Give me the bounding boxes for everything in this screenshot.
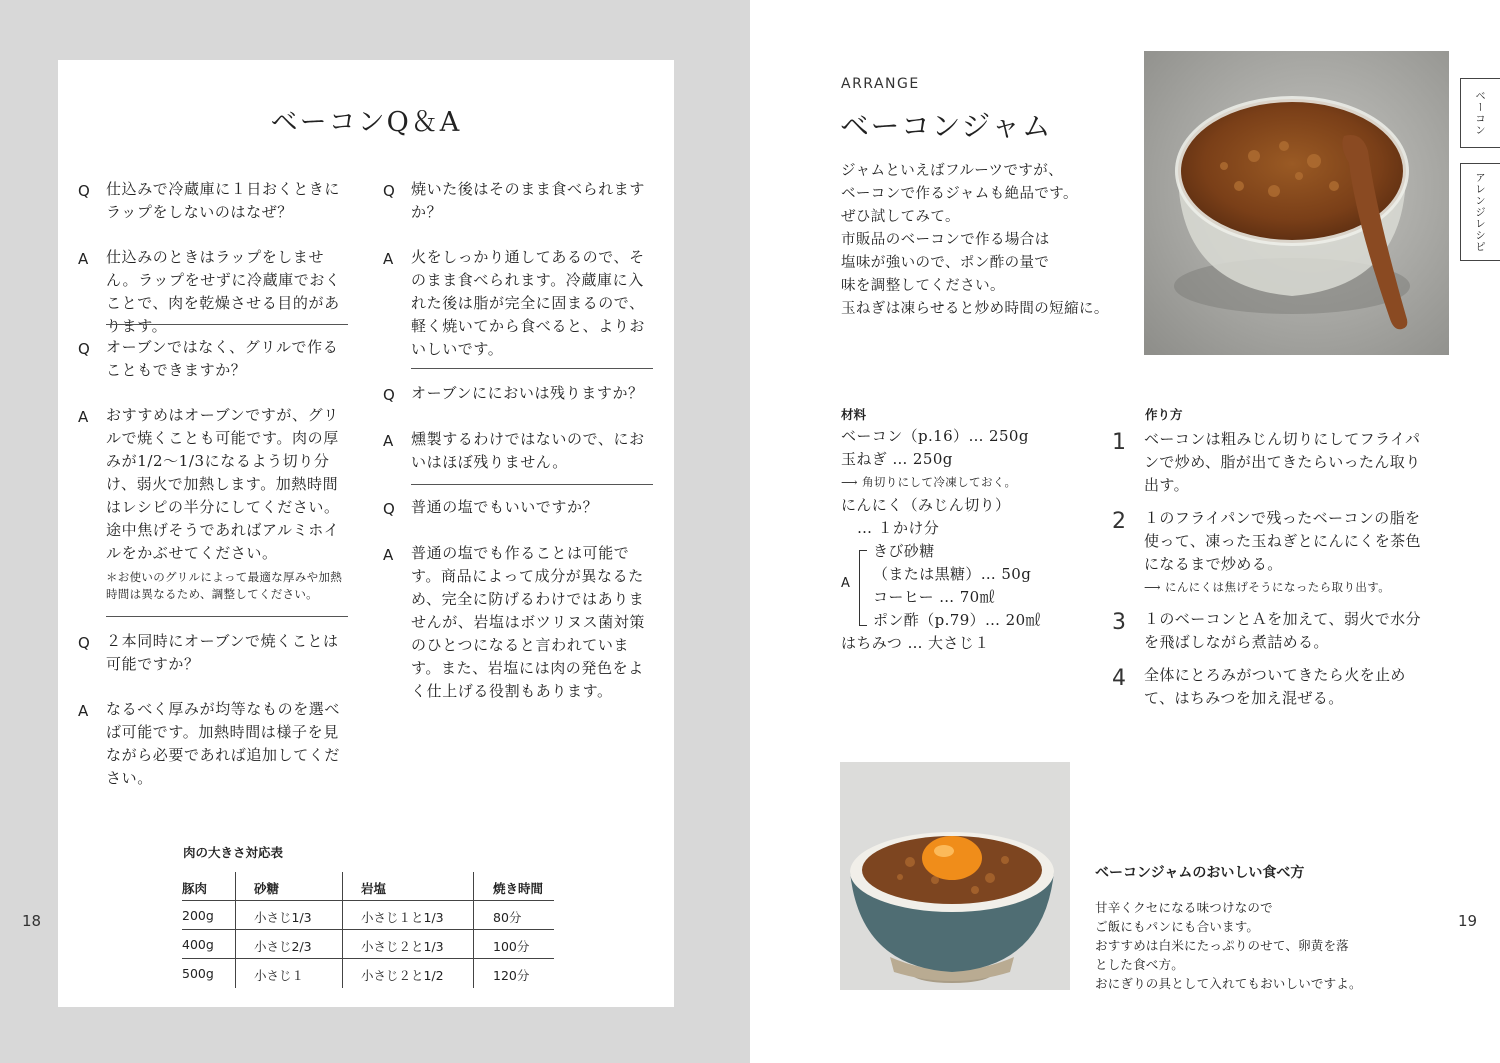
table-row [182, 959, 554, 988]
step-text: １のベーコンとＡを加えて、弱火で水分を飛ばしながら煮詰める。 [1144, 610, 1421, 651]
table-vline [473, 930, 474, 958]
step-number: 2 [1112, 509, 1126, 534]
ingredient: （または黒糖）… 50g [873, 565, 1032, 583]
divider [411, 368, 653, 369]
tip-line: ご飯にもパンにも合います。 [1095, 919, 1260, 934]
table-vline [235, 959, 236, 988]
divider [106, 324, 348, 325]
table-cell: 小さじ1/3 [254, 910, 312, 925]
group-label: A [841, 576, 851, 591]
step-text: ベーコンは粗みじん切りにしてフライパンで炒め、脂が出てきたらいったん取り出す。 [1144, 430, 1421, 494]
tip-title: ベーコンジャムのおいしい食べ方 [1095, 865, 1305, 881]
answer-text [106, 404, 348, 603]
answer-text: 燻製するわけではないので、においはほぼ残りません。 [411, 430, 645, 471]
table-vline [342, 930, 343, 958]
intro-line: 市販品のベーコンで作る場合は [841, 232, 1050, 248]
table-vline [473, 959, 474, 988]
answer-note: ＊お使いのグリルによって最適な厚みや加熱時間は異なるため、調整してください。 [106, 570, 342, 601]
tip-line: とした食べ方。 [1095, 957, 1184, 972]
recipe-title: ベーコンジャム [840, 109, 1053, 143]
table-header: 岩塩 [361, 881, 387, 896]
divider [106, 616, 348, 617]
table-cell: 小さじ２と1/2 [361, 968, 444, 983]
q-marker: Q [78, 634, 91, 652]
a-marker: A [383, 546, 394, 564]
question-text: オーブンににおいは残りますか？ [411, 384, 644, 402]
table-vline [235, 901, 236, 929]
divider [411, 484, 653, 485]
page-number: 19 [1458, 912, 1478, 930]
a-marker: A [383, 250, 394, 268]
table-cell: 120分 [493, 968, 530, 983]
tip-line: 甘辛くクセになる味つけなので [1095, 900, 1273, 915]
ingredients-heading: 材料 [841, 407, 867, 422]
tip-line: おにぎりの具として入れてもおいしいですよ。 [1095, 976, 1362, 991]
table-header: 砂糖 [254, 881, 280, 896]
steps-heading: 作り方 [1145, 407, 1183, 422]
page-title: ベーコンQ＆A [270, 107, 462, 138]
intro-line: ベーコンで作るジャムも絶品です。 [841, 186, 1078, 202]
answer-text: 火をしっかり通してあるので、そのまま食べられます。冷蔵庫に入れた後は脂が完全に固まるので、軽く焼いてから食べると、よりおいしいです。 [411, 248, 646, 358]
q-marker: Q [78, 340, 91, 358]
ingredient: 玉ねぎ … 250g [841, 450, 953, 468]
table-caption: 肉の大きさ対応表 [183, 845, 284, 860]
table-row [182, 901, 554, 930]
intro-line: ぜひ試してみて。 [841, 209, 960, 225]
table-vline [235, 872, 236, 900]
a-marker: A [78, 702, 89, 720]
table-cell: 80分 [493, 910, 522, 925]
answer-body: おすすめはオーブンですが、グリルで焼くことも可能です。肉の厚みが1/2〜1/3になるよう切り分け、弱火で加熱します。加熱時間はレシピの半分にしてください。途中焦げそうであればアルミホイルをかぶせてください。 [106, 406, 340, 562]
ingredient: にんにく（みじん切り） [841, 496, 1011, 514]
bowl-illustration [840, 762, 1070, 990]
table-cell: 小さじ１ [254, 968, 305, 983]
table-vline [473, 872, 474, 900]
ingredient: はちみつ … 大さじ１ [841, 634, 990, 652]
table-cell: 小さじ２と1/3 [361, 939, 444, 954]
q-marker: Q [78, 182, 91, 200]
table-cell: 100分 [493, 939, 530, 954]
rice-bowl-photo [840, 762, 1070, 990]
answer-text: なるべく厚みが均等なものを選べば可能です。加熱時間は様子を見ながら必要であれば追加してください。 [106, 700, 341, 787]
answer-text: 仕込みのときはラップをしません。ラップをせずに冷蔵庫でおくことで、肉を乾燥させる目的があります。 [106, 248, 341, 335]
question-text: 焼いた後はそのまま食べられますか？ [411, 180, 646, 221]
bacon-jam-jar-photo [1144, 51, 1449, 355]
jar-illustration [1144, 51, 1449, 355]
intro-line: ジャムといえばフルーツですが、 [841, 163, 1064, 179]
question-text: オーブンではなく、グリルで作ることもできますか？ [106, 338, 339, 379]
ingredient-note: ⟶ 角切りにして冷凍しておく。 [841, 475, 1017, 489]
intro-text [841, 160, 1131, 321]
qa-card [58, 60, 674, 1007]
table-vline [473, 901, 474, 929]
table-header: 焼き時間 [493, 881, 544, 896]
a-marker: A [383, 432, 394, 450]
intro-line: 味を調整してください。 [841, 278, 1005, 294]
table-header-row [182, 872, 554, 901]
a-marker: A [78, 408, 89, 426]
step-note: ⟶ にんにくは焦げそうになったら取り出す。 [1144, 580, 1391, 594]
ingredient: ポン酢（p.79）… 20㎖ [873, 611, 1041, 629]
table-header: 豚肉 [182, 881, 208, 896]
intro-line: 塩味が強いので、ポン酢の量で [841, 255, 1050, 271]
table-vline [342, 872, 343, 900]
tip-text [1095, 898, 1385, 993]
size-table [182, 872, 554, 988]
question-text: 仕込みで冷蔵庫に１日おくときにラップをしないのはなぜ？ [106, 180, 341, 221]
q-marker: Q [383, 500, 396, 518]
table-cell: 小さじ2/3 [254, 939, 312, 954]
ingredient-qty: … １かけ分 [857, 519, 940, 537]
ingredient: きび砂糖 [873, 542, 935, 560]
table-cell: 200g [182, 908, 214, 923]
table-row [182, 930, 554, 959]
ingredient: コーヒー … 70㎖ [873, 588, 996, 606]
section-tag: ARRANGE [841, 76, 920, 92]
question-text: ２本同時にオーブンで焼くことは可能ですか？ [106, 632, 339, 673]
table-cell: 小さじ１と1/3 [361, 910, 444, 925]
table-vline [342, 901, 343, 929]
step-text [1144, 507, 1429, 599]
ingredient: ベーコン（p.16）… 250g [841, 427, 1029, 445]
ingredients-list [841, 425, 1101, 655]
table-cell: 400g [182, 937, 214, 952]
table-vline [235, 930, 236, 958]
side-tab-bacon[interactable]: ベーコン [1460, 78, 1500, 148]
step-number: 3 [1112, 610, 1126, 635]
q-marker: Q [383, 386, 396, 404]
group-bracket [859, 550, 867, 626]
q-marker: Q [383, 182, 396, 200]
ingredient-group-a [841, 540, 1101, 632]
step-number: 1 [1112, 430, 1126, 455]
answer-text: 普通の塩でも作ることは可能です。商品によって成分が異なるため、完全に防げるわけではありませんが、岩塩はボツリヌス菌対策のひとつになると言われています。また、岩塩には肉の発色をよく仕上げる役割もあります。 [411, 544, 646, 700]
intro-line: 玉ねぎは凍らせると炒め時間の短縮に。 [841, 301, 1109, 317]
table-cell: 500g [182, 966, 214, 981]
tip-line: おすすめは白米にたっぷりのせて、卵黄を落 [1095, 938, 1349, 953]
a-marker: A [78, 250, 89, 268]
step-number: 4 [1112, 666, 1126, 691]
step-text: 全体にとろみがついてきたら火を止めて、はちみつを加え混ぜる。 [1144, 666, 1406, 707]
step-body: １のフライパンで残ったベーコンの脂を使って、凍った玉ねぎとにんにくを茶色になるまで炒める。 [1144, 509, 1421, 573]
side-tab-arrange[interactable]: アレンジレシピ [1460, 163, 1500, 261]
table-vline [342, 959, 343, 988]
question-text: 普通の塩でもいいですか？ [411, 498, 599, 516]
page-number: 18 [22, 912, 42, 930]
